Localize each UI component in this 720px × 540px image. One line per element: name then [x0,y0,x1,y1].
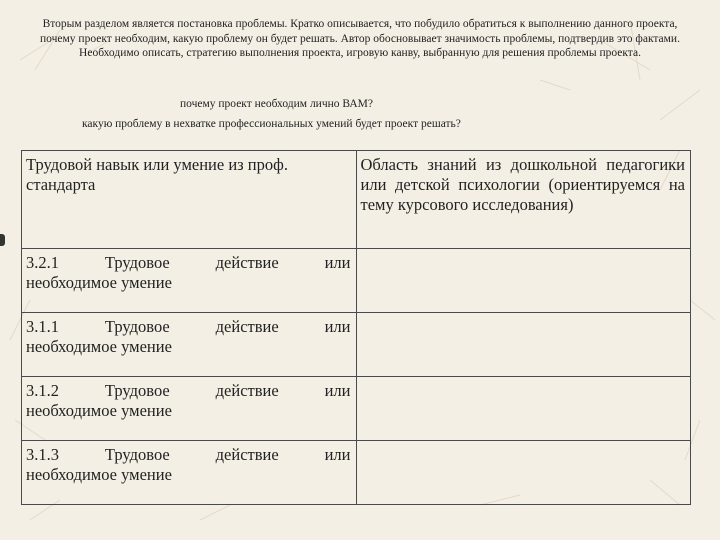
skills-table [21,150,691,505]
header-knowledge-label: Область знаний из дошкольной педагогики или детской психологии (ориентируемся на тему курсового исследования) [360,155,685,214]
skill-rest: необходимое умение [26,337,172,356]
skill-action: Трудовое [104,317,170,336]
skill-conj: или [324,445,351,464]
knowledge-cell[interactable] [356,249,691,313]
knowledge-cell[interactable] [356,441,691,505]
skill-code: 3.1.3 [26,445,59,464]
header-skill-label: Трудовой навык или умение из проф. стандарта [26,155,288,194]
skill-cell [22,249,357,313]
header-knowledge-cell [356,151,691,249]
intro-paragraph: Вторым разделом является постановка проблемы. Кратко описывается, что побудило обратиться к выполнению данного проекта, почему проект необходим, какую проблему он будет решать. Автор обосновывает значимость проблемы, подтвердив это фактами. Необходимо описать, стратегию выполнения проекта, игровую канву, выбранную для решения проблемы проекта. [40,18,680,60]
question-why-needed: почему проект необходим лично ВАМ? [180,98,373,110]
skill-conj: или [324,317,351,336]
skill-word: действие [215,445,279,464]
table-header-row [22,151,691,249]
skill-conj: или [324,381,351,400]
skill-code: 3.2.1 [26,253,59,272]
question-which-problem: какую проблему в нехватке профессиональных умений будет проект решать? [82,118,461,130]
skill-word: действие [215,381,279,400]
table-row [22,441,691,505]
table-row [22,313,691,377]
skill-conj: или [324,253,351,272]
skill-word: действие [215,253,279,272]
skill-rest: необходимое умение [26,273,172,292]
skill-word: действие [215,317,279,336]
table-row [22,377,691,441]
knowledge-cell[interactable] [356,377,691,441]
skill-code: 3.1.2 [26,381,59,400]
skill-cell [22,377,357,441]
skill-action: Трудовое [104,445,170,464]
skill-action: Трудовое [104,381,170,400]
slide-bullet-marker [0,234,5,246]
table-row [22,249,691,313]
skill-cell [22,441,357,505]
skill-code: 3.1.1 [26,317,59,336]
knowledge-cell[interactable] [356,313,691,377]
header-skill-cell [22,151,357,249]
skill-action: Трудовое [104,253,170,272]
skill-cell [22,313,357,377]
skill-rest: необходимое умение [26,401,172,420]
skill-rest: необходимое умение [26,465,172,484]
